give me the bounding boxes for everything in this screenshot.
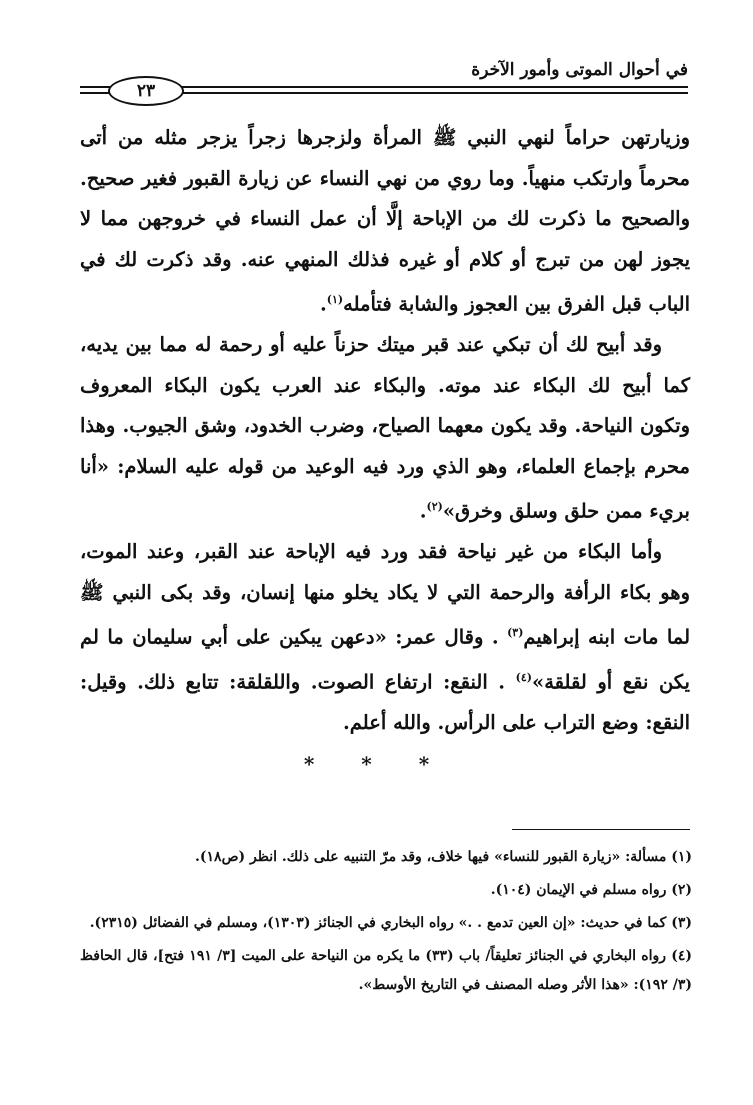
paragraph-3 [80, 532, 690, 744]
footnote-ref-3: (٣) [507, 626, 524, 639]
paragraph-1 [80, 118, 690, 325]
header-rule-left-top [80, 86, 110, 88]
paragraph-2 [80, 325, 690, 532]
footnote-ref-4: (٤) [515, 671, 533, 684]
section-separator: * * * [303, 752, 450, 776]
footnote-2: (٢) رواه مسلم في الإيمان (١٠٤). [490, 882, 692, 898]
header-rule-left-bottom [80, 92, 110, 94]
footnote-divider [512, 829, 690, 830]
footnote-ref-2: (٢) [426, 500, 443, 513]
paragraph-1-end: . [319, 292, 327, 316]
header-rule-right-top [176, 86, 688, 88]
page-number: ٢٣ [108, 76, 184, 106]
footnote-ref-1: (١) [326, 293, 344, 306]
paragraph-3-text-a: وأما البكاء من غير نياحة فقد ورد فيه الإباحة عند القبر، وعند الموت، وهو بكاء الرأفة والرحمة التي لا يكاد يخلو منها إنسان، وقد بكى النبي ﷺ لما مات ابنه إبراهيم [80, 540, 691, 649]
header-rule-right-bottom [176, 92, 688, 94]
footnote-4: (٤) رواه البخاري في الجنائز تعليقاً/ باب (٣٣) ما يكره من النياحة على الميت [٣/ ١٩١ فتح]، قال الحافظ (٣/ ١٩٢): «هذا الأثر وصله المصنف في التاريخ الأوسط». [80, 948, 692, 993]
footnote-3: (٣) كما في حديث: «إن العين تدمع . .» رواه البخاري في الجنائز (١٣٠٣)، ومسلم في الفضائل (٢٣١٥). [89, 915, 692, 931]
paragraph-3-text-c: . النقع: ارتفاع الصوت. واللقلقة: تتابع ذلك. وقيل: النقع: وضع التراب على الرأس. والله أعلم. [80, 670, 690, 734]
header-title: في أحوال الموتى وأمور الآخرة [471, 60, 688, 80]
paragraph-1-text: وزيارتهن حراماً لنهي النبي ﷺ المرأة ولزجرها زجراً يزجر مثله من أتى محرماً وارتكب منهياً. وما روي من نهي النساء عن زيارة القبور فغير صحيح. والصحيح ما ذكرت لك من الإباحة إلَّا أن عمل النساء في خروجهن مما لا يجوز لهن من تبرج أو كلام أو غيره فذلك المنهي عنه. وقد ذكرت لك في الباب قبل الفرق بين العجوز والشابة فتأمله [80, 126, 690, 316]
paragraph-2-end: . [419, 499, 427, 523]
footnotes [80, 843, 692, 1004]
main-text [80, 118, 690, 744]
footnote-1: (١) مسألة: «زيارة القبور للنساء» فيها خلاف، وقد مرّ التنبيه على ذلك. انظر (ص١٨). [195, 849, 692, 865]
paragraph-2-text: وقد أبيح لك أن تبكي عند قبر ميتك حزناً عليه أو رحمة له مما بين يديه، كما أبيح لك البكاء عند موته. والبكاء عند العرب يكون البكاء المعروف وتكون النياحة. وقد يكون معهما الصياح، وضرب الخدود، وشق الجيوب. وهذا محرم بإجماع العلماء، وهو الذي ورد فيه الوعيد من قوله عليه السلام: «أنا بريء ممن حلق وسلق وخرق» [80, 333, 690, 523]
running-header [80, 48, 688, 108]
paragraph-3-text-b: . وقال عمر: «دعهن يبكين على أبي سليمان ما لم يكن نقع أو لقلقة» [80, 625, 690, 694]
